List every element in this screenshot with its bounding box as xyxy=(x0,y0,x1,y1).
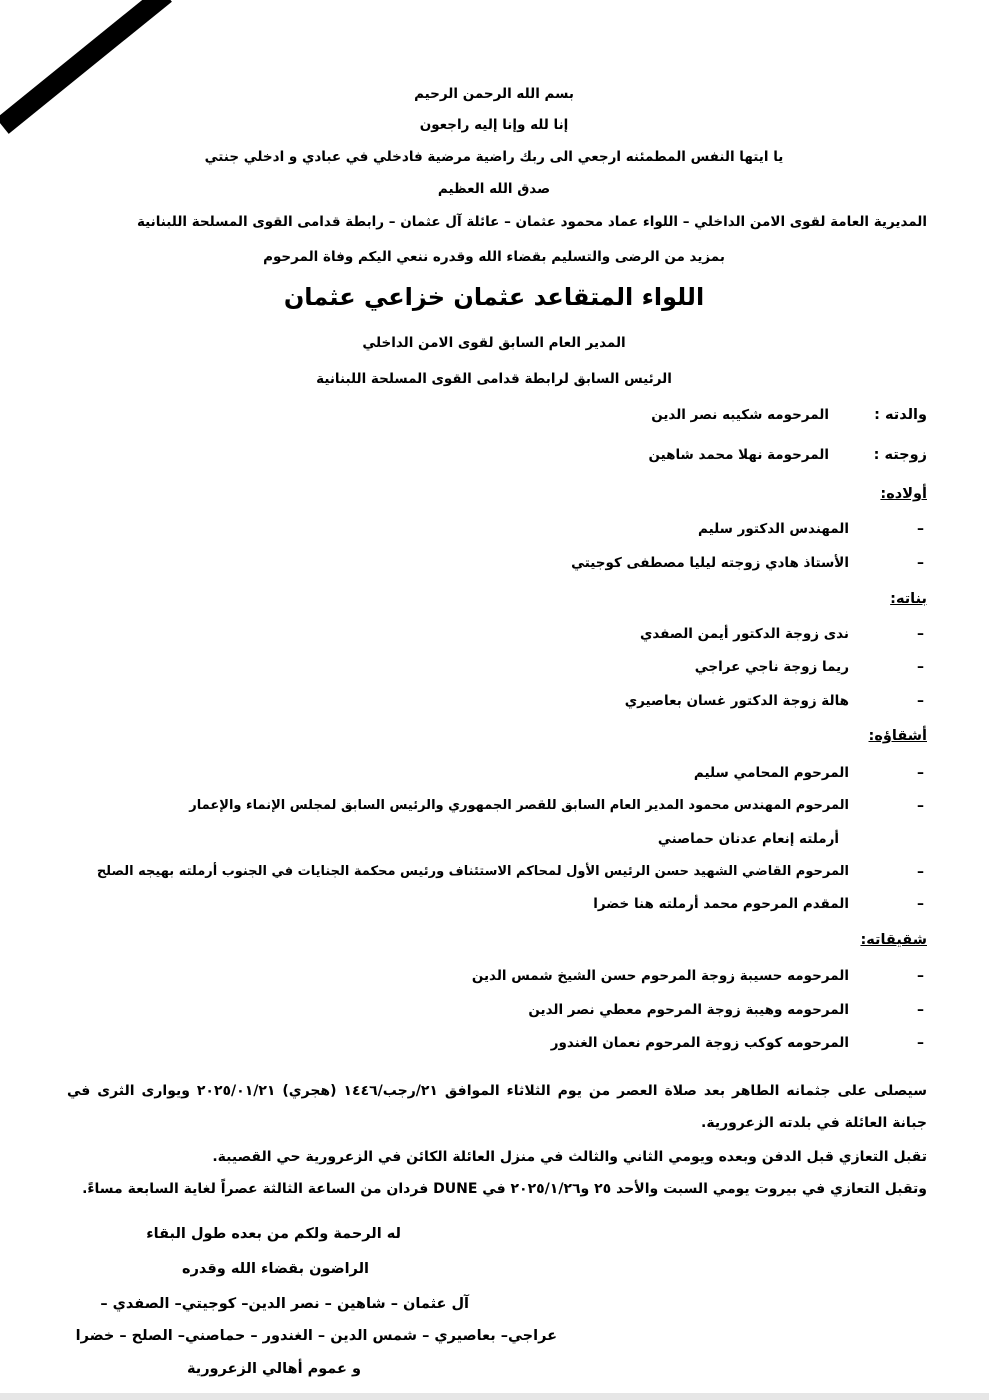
daughters-label: بناته: xyxy=(891,591,928,607)
mourning-ribbon xyxy=(0,0,173,134)
deceased-name: اللواء المتقاعد عثمان خزاعي عثمان xyxy=(284,283,706,311)
deceased-title-1: المدير العام السابق لقوى الامن الداخلي xyxy=(363,335,627,351)
list-dash: – xyxy=(918,693,925,709)
list-dash: – xyxy=(918,896,925,912)
sister-item: المرحومه كوكب زوجة المرحوم نعمان الغندور xyxy=(551,1035,850,1051)
page-edge xyxy=(0,1393,990,1400)
closing-line-5: و عموم أهالي الزعرورية xyxy=(187,1361,362,1377)
brother-item: المقدم المرحوم محمد أرملته هنا خضرا xyxy=(594,896,850,912)
brother-item: المرحوم القاضي الشهيد حسن الرئيس الأول لمحاكم الاستئناف ورئيس محكمة الجنايات في الجنوب أرملته بهيجه الصلح xyxy=(97,864,850,879)
sisters-label: شقيقاته: xyxy=(861,932,928,948)
funeral-line-1: سيصلى على جثمانه الطاهر بعد صلاة العصر من يوم الثلاثاء الموافق ٢١/رجب/١٤٤٦ (هجري) ٢٠٢٥/٠١/٢١ ويوارى الثرى في xyxy=(68,1083,928,1099)
daughter-item: ندى زوجة الدكتور أيمن الصفدي xyxy=(641,626,850,642)
announcers: المديرية العامة لقوى الامن الداخلي – اللواء عماد محمود عثمان – عائلة آل عثمان – رابطة قدامى القوى المسلحة اللبنانية xyxy=(137,214,928,230)
brothers-label: أشقاؤه: xyxy=(869,728,928,744)
son-item: المهندس الدكتور سليم xyxy=(699,521,850,537)
son-item: الأستاذ هادي زوجته ليليا مصطفى كوجيتي xyxy=(572,555,850,571)
closing-line-2: الراضون بقضاء الله وقدره xyxy=(183,1261,370,1277)
brother-item: المرحوم المحامي سليم xyxy=(694,765,850,781)
closing-families-2: عراجي– بعاصيري – شمس الدين – الغندور – حماصني– الصلح – خضرا xyxy=(76,1328,558,1344)
closing-line-1: له الرحمة ولكم من بعده طول البقاء xyxy=(147,1226,402,1242)
funeral-line-2: جبانة العائلة في بلدته الزعرورية. xyxy=(702,1115,928,1131)
list-dash: – xyxy=(918,864,925,880)
istirja: إنا لله وإنا إليه راجعون xyxy=(420,117,570,133)
list-dash: – xyxy=(918,521,925,537)
list-dash: – xyxy=(918,798,925,814)
daughter-item: هالة زوجة الدكتور غسان بعاصيري xyxy=(625,693,850,709)
closing-families-1: آل عثمان – شاهين – نصر الدين– كوجيتي– الصفدي – xyxy=(101,1296,470,1312)
condolence-line-1: تقبل التعازي قبل الدفن وبعده ويومي الثاني والثالث في منزل العائلة الكائن في الزعرورية حي القصيبة. xyxy=(213,1149,928,1165)
list-dash: – xyxy=(918,626,925,642)
deceased-title-2: الرئيس السابق لرابطة قدامى القوى المسلحة اللبنانية xyxy=(317,371,673,387)
sister-item: المرحومه وهيبة زوجة المرحوم معطي نصر الدين xyxy=(529,1002,850,1018)
quran-verse: يا ايتها النفس المطمئنه ارجعي الى ربك راضية مرضية فادخلي في عبادي و ادخلي جنتي xyxy=(205,149,785,165)
list-dash: – xyxy=(918,765,925,781)
list-dash: – xyxy=(918,555,925,571)
daughter-item: ريما زوجة ناجي عراجي xyxy=(695,659,850,675)
brother-item: المرحوم المهندس محمود المدير العام السابق للقصر الجمهوري والرئيس السابق لمجلس الإنماء والإعمار xyxy=(190,798,850,813)
mother-label: والدته : xyxy=(875,407,928,423)
basmala: بسم الله الرحمن الرحيم xyxy=(415,86,575,102)
list-dash: – xyxy=(918,659,925,675)
mother-name: المرحومه شكيبه نصر الدين xyxy=(652,407,830,423)
condolence-line-2: وتقبل التعازي في بيروت يومي السبت والأحد ٢٥ و٢٠٢٥/١/٢٦ في DUNE فردان من الساعة الثالثة عصراً لغاية السابعة مساءً. xyxy=(83,1181,928,1197)
wife-label: زوجته : xyxy=(874,447,928,463)
sadaqa: صدق الله العظيم xyxy=(438,181,552,197)
sons-label: أولاده: xyxy=(881,486,928,502)
wife-name: المرحومة نهلا محمد شاهين xyxy=(649,447,830,463)
intro-text: بمزيد من الرضى والتسليم بقضاء الله وقدره ننعي اليكم وفاة المرحوم xyxy=(264,249,726,265)
list-dash: – xyxy=(918,1002,925,1018)
sister-item: المرحومه حسيبة زوجة المرحوم حسن الشيخ شمس الدين xyxy=(472,968,850,984)
brother-item-continued: أرملته إنعام عدنان حماصني xyxy=(658,831,840,847)
list-dash: – xyxy=(918,1035,925,1051)
list-dash: – xyxy=(918,968,925,984)
